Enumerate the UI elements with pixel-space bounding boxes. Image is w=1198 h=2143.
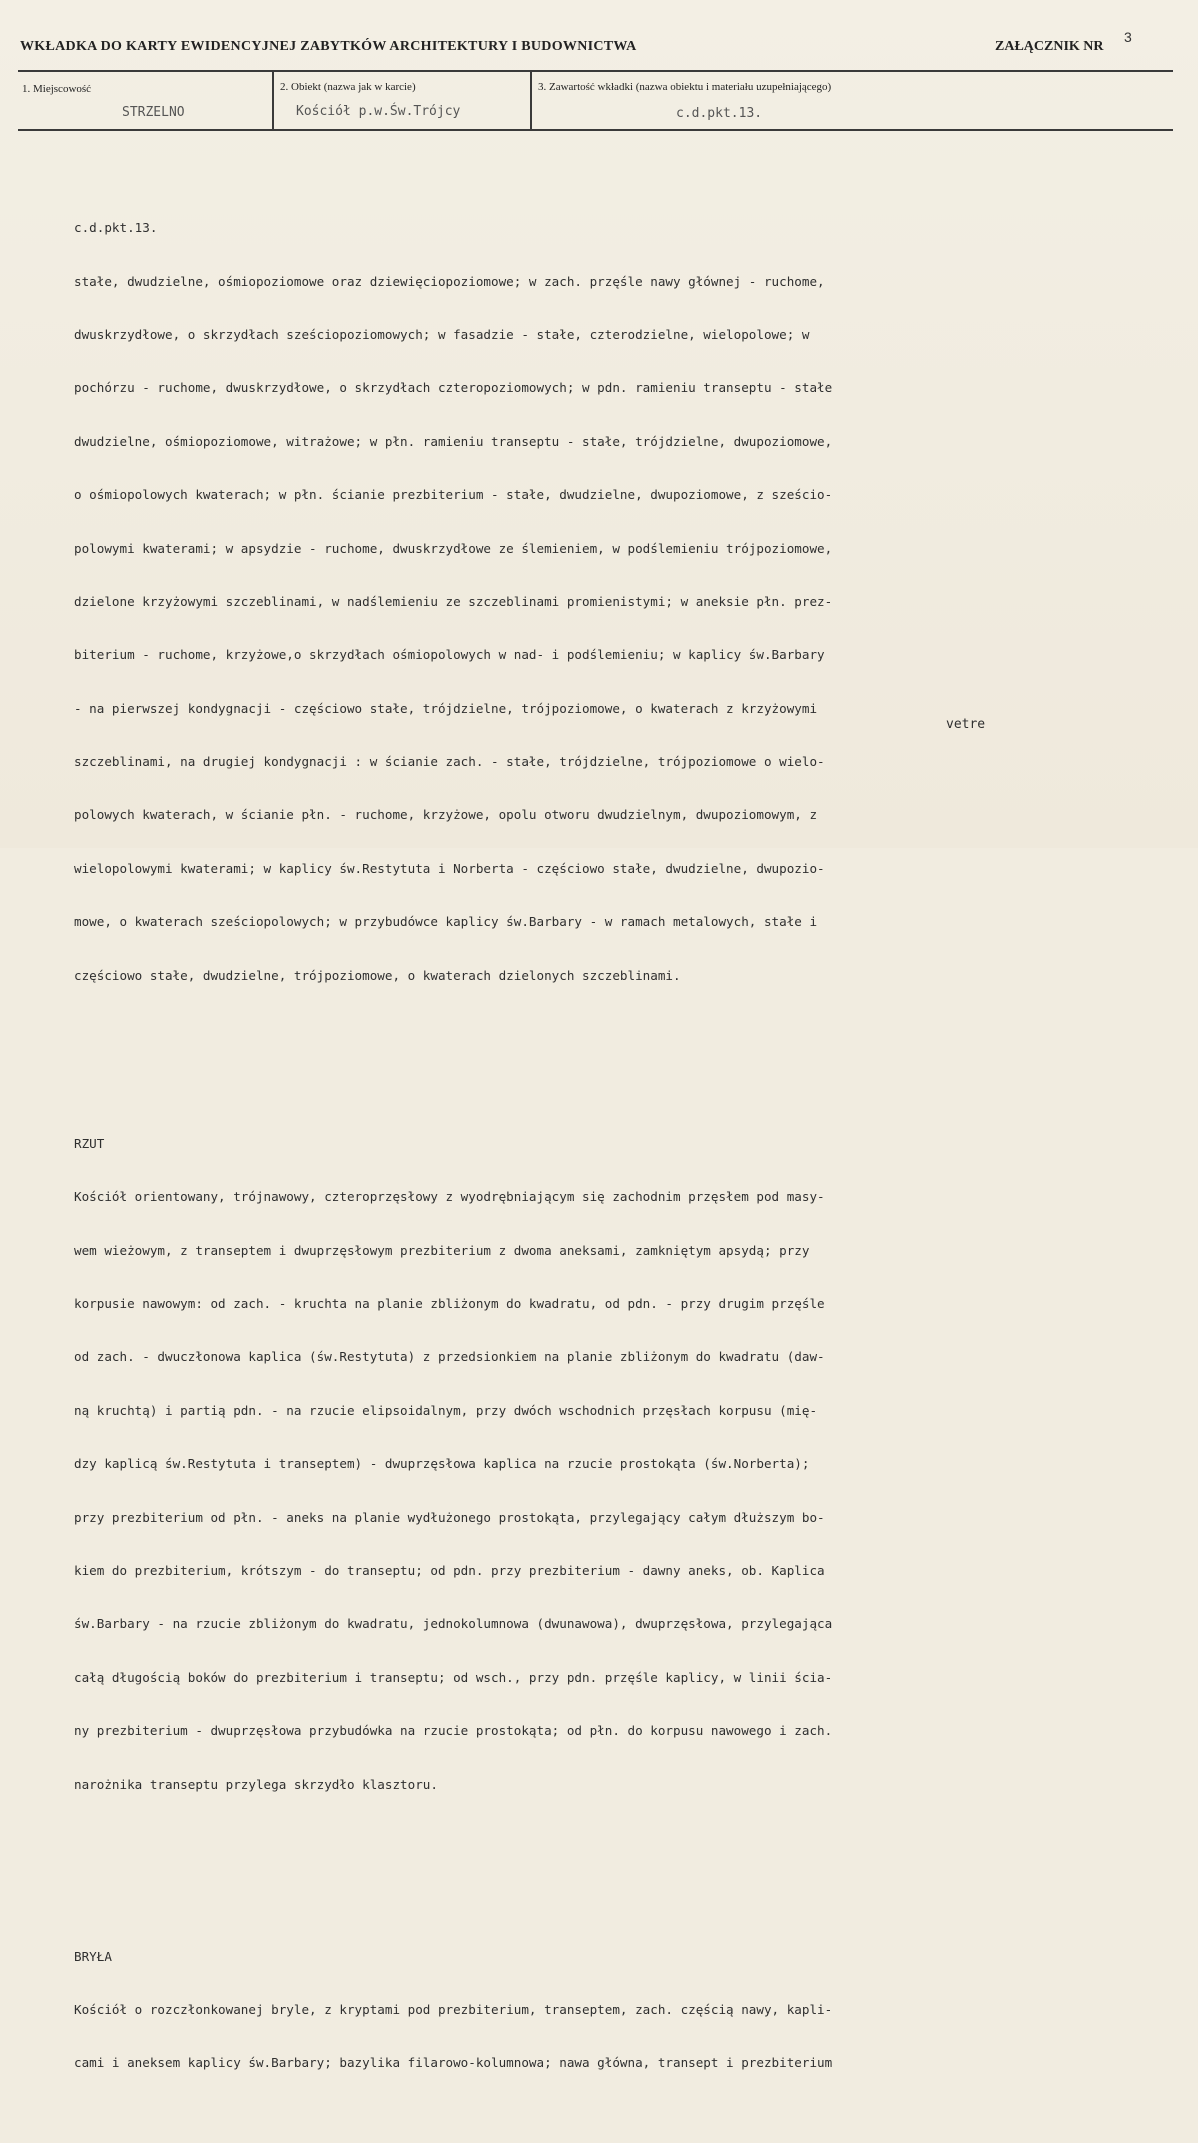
section-heading-bryla: BRYŁA bbox=[74, 1948, 112, 1964]
field-divider-1 bbox=[272, 72, 274, 129]
header-bottom-rule bbox=[18, 129, 1173, 131]
field-label-contents: 3. Zawartość wkładki (nazwa obiektu i materiału uzupełniającego) bbox=[538, 81, 832, 93]
text-line: c.d.pkt.13. bbox=[74, 220, 158, 236]
text-line: dwuskrzydłowe, o skrzydłach sześciopoziomowych; w fasadzie - stałe, czterodzielne, wielopolowe; w bbox=[74, 326, 810, 342]
text-line: ny prezbiterium - dwuprzęsłowa przybudówka na rzucie prostokąta; od płn. do korpusu nawowego i zach. bbox=[74, 1723, 833, 1739]
attachment-number: 3 bbox=[1124, 29, 1132, 45]
text-line: narożnika transeptu przylega skrzydło klasztoru. bbox=[74, 1776, 438, 1792]
document-title: WKŁADKA DO KARTY EWIDENCYJNEJ ZABYTKÓW ARCHITEKTURY I BUDOWNICTWA bbox=[20, 39, 637, 54]
text-line: dwudzielne, ośmiopoziomowe, witrażowe; w płn. ramieniu transeptu - stałe, trójdzielne, dwupoziomowe, bbox=[74, 433, 833, 449]
bryla-section bbox=[74, 1912, 1179, 2108]
text-line: korpusie nawowym: od zach. - kruchta na planie zbliżonym do kwadratu, od pdn. - przy drugim przęśle bbox=[74, 1296, 825, 1311]
page-continuation-word: vetre bbox=[946, 717, 986, 732]
field-value-locality: STRZELNO bbox=[122, 105, 185, 120]
text-line: polowymi kwaterami; w apsydzie - ruchome, dwuskrzydłowe ze ślemieniem, w podślemieniu trójpoziomowe, bbox=[74, 540, 833, 556]
spacer bbox=[74, 1056, 1179, 1064]
text-line: Kościół o rozczłonkowanej bryle, z kryptami pod prezbiterium, transeptem, zach. częścią nawy, kapli- bbox=[74, 2002, 833, 2018]
text-line: - na pierwszej kondygnacji - częściowo stałe, trójdzielne, trójpoziomowe, o kwaterach z krzyżowymi bbox=[74, 700, 818, 716]
text-line: częściowo stałe, dwudzielne, trójpoziomowe, o kwaterach dzielonych szczeblinami. bbox=[74, 967, 681, 983]
text-line: stałe, dwudzielne, ośmiopoziomowe oraz dziewięciopoziomowe; w zach. przęśle nawy głównej - ruchome, bbox=[74, 273, 825, 289]
text-line: mowe, o kwaterach sześciopolowych; w przybudówce kaplicy św.Barbary - w ramach metalowych, stałe i bbox=[74, 914, 818, 930]
text-line: wem wieżowym, z transeptem i dwuprzęsłowym prezbiterium z dwoma aneksami, zamkniętym apsydą; przy bbox=[74, 1242, 810, 1258]
text-line: cami i aneksem kaplicy św.Barbary; bazylika filarowo-kolumnowa; nawa główna, transept i prezbiterium bbox=[74, 2055, 833, 2071]
text-line: św.Barbary - na rzucie zbliżonym do kwadratu, jednokolumnowa (dwunawowa), dwuprzęsłowa, przylegająca bbox=[74, 1616, 833, 1632]
text-line: biterium - ruchome, krzyżowe,o skrzydłach ośmiopolowych w nad- i podślemieniu; w kaplicy św.Barbary bbox=[74, 647, 825, 663]
text-line: pochórzu - ruchome, dwuskrzydłowe, o skrzydłach czteropoziomowych; w pdn. ramieniu transeptu - stałe bbox=[74, 380, 833, 396]
field-value-contents: c.d.pkt.13. bbox=[676, 106, 763, 121]
text-line: całą długością boków do prezbiterium i transeptu; od wsch., przy pdn. przęśle kaplicy, w linii ścia- bbox=[74, 1669, 833, 1685]
text-line: przy prezbiterium od płn. - aneks na planie wydłużonego prostokąta, przylegający całym dłuższym bo- bbox=[74, 1509, 825, 1525]
field-label-locality: 1. Miejscowość bbox=[22, 83, 92, 95]
text-line: wielopolowymi kwaterami; w kaplicy św.Restytuta i Norberta - częściowo stałe, dwudzielne, dwupozio- bbox=[74, 860, 825, 876]
text-line: szczeblinami, na drugiej kondygnacji : w ścianie zach. - stałe, trójdzielne, trójpoziomowe o wielo- bbox=[74, 754, 825, 770]
spacer bbox=[74, 1865, 1179, 1877]
text-line: dzy kaplicą św.Restytuta i transeptem) - dwuprzęsłowa kaplica na rzucie prostokąta (św.Norberta); bbox=[74, 1456, 810, 1472]
field-value-object: Kościół p.w.Św.Trójcy bbox=[296, 104, 461, 119]
text-line: polowych kwaterach, w ścianie płn. - ruchome, krzyżowe, opolu otworu dwudzielnym, dwupoziomowym, z bbox=[74, 807, 818, 823]
field-label-object: 2. Obiekt (nazwa jak w karcie) bbox=[280, 81, 416, 93]
section-heading-rzut: RZUT bbox=[74, 1135, 105, 1151]
text-line: od zach. - dwuczłonowa kaplica (św.Restytuta) z przedsionkiem na planie zbliżonym do kwadratu (daw- bbox=[74, 1349, 825, 1365]
text-line: ną kruchtą) i partią pdn. - na rzucie elipsoidalnym, przy dwóch wschodnich przęsłach korpusu (mię- bbox=[74, 1402, 818, 1418]
text-line: o ośmiopolowych kwaterach; w płn. ścianie prezbiterium - stałe, dwudzielne, dwupoziomowe, z sześcio- bbox=[74, 487, 833, 503]
field-divider-2 bbox=[530, 72, 532, 129]
header-top-rule bbox=[18, 70, 1173, 72]
text-line: Kościół orientowany, trójnawowy, czteroprzęsłowy z wyodrębniającym się zachodnim przęsłem pod masy- bbox=[74, 1189, 825, 1205]
continuation-section bbox=[74, 184, 1179, 1020]
document-body bbox=[74, 148, 1179, 2143]
attachment-label: ZAŁĄCZNIK NR bbox=[995, 39, 1104, 54]
text-line: dzielone krzyżowymi szczeblinami, w nadślemieniu ze szczeblinami promienistymi; w aneksie płn. prez- bbox=[74, 593, 833, 609]
text-line: kiem do prezbiterium, krótszym - do transeptu; od pdn. przy prezbiterium - dawny aneks, ob. Kaplica bbox=[74, 1562, 825, 1578]
rzut-section bbox=[74, 1099, 1179, 1829]
